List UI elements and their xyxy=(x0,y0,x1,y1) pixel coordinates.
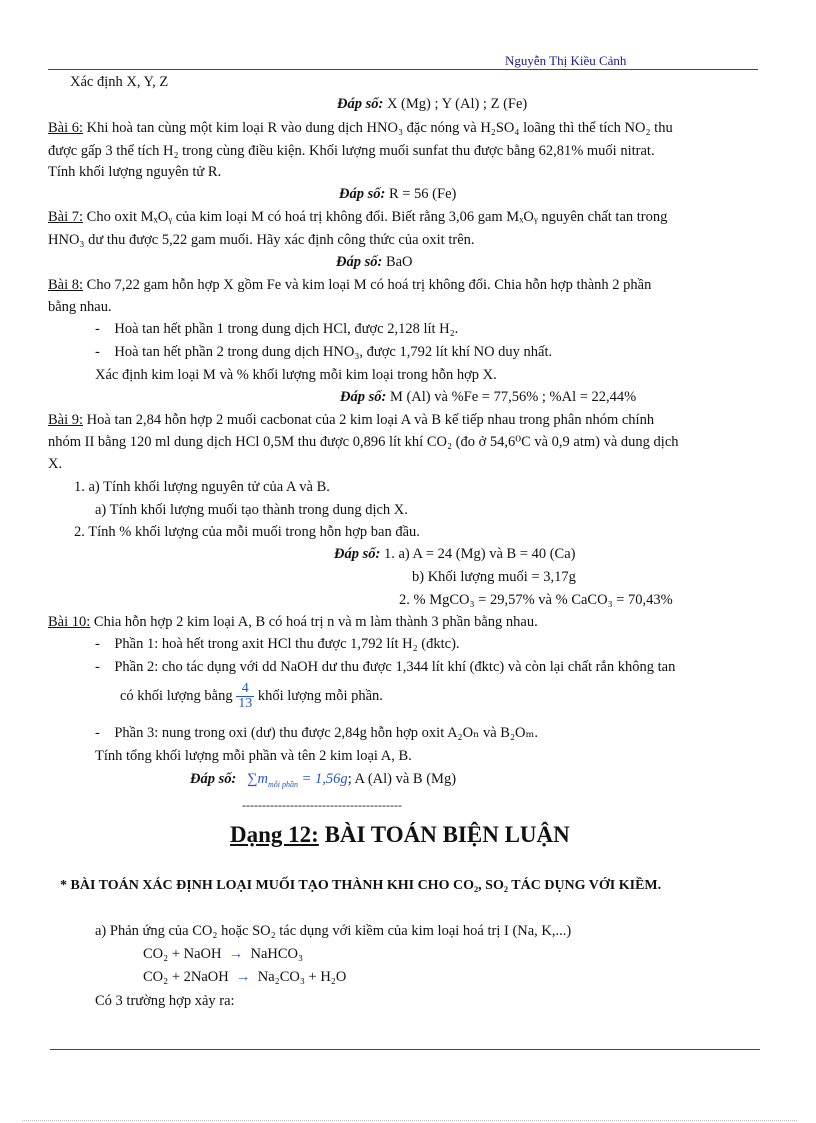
answer-label: Đáp số: xyxy=(339,186,386,202)
bai10-dash1: - Phần 1: hoà hết trong axit HCl thu được 1,792 lít H₂ (đktc). xyxy=(95,636,460,652)
bai6-answer xyxy=(339,186,456,203)
bai7-line1 xyxy=(48,209,667,226)
fraction-4-13 xyxy=(236,682,254,711)
bai8-dash2-text: Hoà tan hết phần 2 trong dung dịch HNO₃, được 1,792 lít khí NO duy nhất. xyxy=(114,344,553,360)
partA-line2: Có 3 trường hợp xảy ra: xyxy=(95,993,235,1009)
sum-value: = 1,56g xyxy=(298,771,348,787)
bai6-line2: được gấp 3 thể tích H₂ trong cùng điều kiện. Khối lượng muối sunfat thu được bằng 62,81% muối nitrat. xyxy=(48,143,655,159)
reaction-1 xyxy=(143,946,303,963)
answer-label: Đáp số: xyxy=(336,254,383,270)
section-title xyxy=(230,822,570,848)
bai7-text: Cho oxit MₓOᵧ của kim loại M có hoá trị không đổi. Biết rằng 3,06 gam MₓOᵧ nguyên chất tan trong xyxy=(83,209,668,225)
page-break-dots xyxy=(22,1120,797,1121)
intro-line: Xác định X, Y, Z xyxy=(70,74,169,90)
header-author: Nguyễn Thị Kiều Cảnh xyxy=(505,53,627,68)
intro-answer xyxy=(337,96,527,113)
answer-label: Đáp số: xyxy=(334,546,381,562)
answer-text: 1. a) A = 24 (Mg) và B = 40 (Ca) xyxy=(380,546,576,562)
bai6-line1 xyxy=(48,120,673,137)
answer-text: BaO xyxy=(382,254,413,270)
bai10-dash2: - Phần 2: cho tác dụng với dd NaOH dư thu được 1,344 lít khí (đktc) và còn lại chất rắn không tan xyxy=(95,659,676,675)
bai7-line2: HNO₃ dư thu được 5,22 gam muối. Hãy xác định công thức của oxit trên. xyxy=(48,232,475,248)
sum-subscript: mỗi phần xyxy=(268,779,299,789)
bai6-line3: Tính khối lượng nguyên tử R. xyxy=(48,164,222,180)
bai10-dash3-text: Phần 3: nung trong oxi (dư) thu được 2,84g hỗn hợp oxit A₂Oₙ và B₂Oₘ. xyxy=(114,725,538,741)
bai10-label: Bài 10: xyxy=(48,614,91,630)
answer-label: Đáp số: xyxy=(337,96,384,112)
bai8-line3: Xác định kim loại M và % khối lượng mỗi kim loại trong hỗn hợp X. xyxy=(95,367,497,383)
bai10-dash2-text: Phần 2: cho tác dụng với dd NaOH dư thu được 1,344 lít khí (đktc) và còn lại chất rắn không tan xyxy=(114,659,676,675)
subsection-heading: * BÀI TOÁN XÁC ĐỊNH LOẠI MUỐI TẠO THÀNH KHI CHO CO₂, SO₂ TÁC DỤNG VỚI KIỀM. xyxy=(60,878,662,893)
header-divider xyxy=(48,69,758,70)
section-heading-text: BÀI TOÁN BIỆN LUẬN xyxy=(318,822,570,847)
bai10-dash1-text: Phần 1: hoà hết trong axit HCl thu được 1,792 lít H₂ (đktc). xyxy=(114,636,460,652)
bai6-text: Khi hoà tan cùng một kim loại R vào dung dịch HNO₃ đặc nóng và H₂SO₄ loãng thì thể tích NO₂ thu xyxy=(83,120,673,136)
bai7-label: Bài 7: xyxy=(48,209,84,225)
bai10-line1 xyxy=(48,614,538,631)
answer-text: M (Al) và %Fe = 77,56% ; %Al = 22,44% xyxy=(386,389,637,405)
arrow-icon: → xyxy=(228,946,244,962)
bai9-line2: nhóm II bằng 120 ml dung dịch HCl 0,5M thu được 0,896 lít khí CO₂ (đo ở 54,6⁰C và 0,9 atm) và dung dịch xyxy=(48,434,679,450)
answer-label: Đáp số: xyxy=(340,389,387,405)
separator: ---------------------------------------- xyxy=(242,798,402,812)
bai10-answer xyxy=(190,771,456,789)
bai10-line2: Tính tổng khối lượng mỗi phần và tên 2 kim loại A, B. xyxy=(95,748,412,764)
bai8-answer xyxy=(340,389,636,406)
bai8-line2: bằng nhau. xyxy=(48,299,112,315)
sum-formula xyxy=(247,771,347,787)
bai8-dash1: - Hoà tan hết phần 1 trong dung dịch HCl, được 2,128 lít H₂. xyxy=(95,321,459,337)
bai8-dash1-text: Hoà tan hết phần 1 trong dung dịch HCl, được 2,128 lít H₂. xyxy=(114,321,459,337)
sum-symbol: ∑m xyxy=(247,771,269,787)
partA-line1: a) Phản ứng của CO₂ hoặc SO₂ tác dụng với kiềm của kim loại hoá trị I (Na, K,...) xyxy=(95,923,572,939)
bai10-dash2c: khối lượng mỗi phần. xyxy=(254,687,383,704)
bai7-answer xyxy=(336,254,413,271)
bai8-dash2: - Hoà tan hết phần 2 trong dung dịch HNO₃, được 1,792 lít khí NO duy nhất. xyxy=(95,344,553,360)
bai10-dash3: - Phần 3: nung trong oxi (dư) thu được 2,84g hỗn hợp oxit A₂Oₙ và B₂Oₘ. xyxy=(95,725,538,741)
bai9-q1: 1. a) Tính khối lượng nguyên tử của A và B. xyxy=(74,479,330,495)
bai9-answer3: 2. % MgCO₃ = 29,57% và % CaCO₃ = 70,43% xyxy=(399,592,673,608)
reaction-2 xyxy=(143,969,346,986)
bai9-line1 xyxy=(48,412,654,429)
bai8-line1 xyxy=(48,277,651,294)
bai8-text: Cho 7,22 gam hỗn hợp X gồm Fe và kim loại M có hoá trị không đổi. Chia hỗn hợp thành 2 phần xyxy=(83,277,652,293)
reaction-2-products: Na₂CO₃ + H₂O xyxy=(257,969,347,985)
bai9-answer1 xyxy=(334,546,576,563)
bai9-answer2: b) Khối lượng muối = 3,17g xyxy=(412,569,576,585)
answer-text: ; A (Al) và B (Mg) xyxy=(347,771,457,787)
fraction-numerator: 4 xyxy=(236,682,254,697)
bai10-dash2b: có khối lượng bằng xyxy=(120,687,233,704)
arrow-icon: → xyxy=(235,969,251,985)
answer-text: R = 56 (Fe) xyxy=(385,186,457,202)
section-label: Dạng 12: xyxy=(230,822,319,847)
answer-label: Đáp số: xyxy=(190,771,237,787)
bai9-q1a: a) Tính khối lượng muối tạo thành trong dung dịch X. xyxy=(95,502,408,518)
bai10-text: Chia hỗn hợp 2 kim loại A, B có hoá trị n và m làm thành 3 phần bằng nhau. xyxy=(90,614,538,630)
bai10-dash2-cont xyxy=(120,682,383,711)
bai8-label: Bài 8: xyxy=(48,277,84,293)
bai9-line3: X. xyxy=(48,456,63,472)
reaction-1-products: NaHCO₃ xyxy=(250,946,304,962)
reaction-2-reactants: CO₂ + 2NaOH xyxy=(143,969,229,985)
bai9-q2: 2. Tính % khối lượng của mỗi muối trong hỗn hợp ban đầu. xyxy=(74,524,420,540)
fraction-denominator: 13 xyxy=(238,696,253,711)
footer-divider xyxy=(50,1049,760,1050)
reaction-1-reactants: CO₂ + NaOH xyxy=(143,946,222,962)
answer-text: X (Mg) ; Y (Al) ; Z (Fe) xyxy=(383,96,528,112)
bai6-label: Bài 6: xyxy=(48,120,84,136)
bai9-label: Bài 9: xyxy=(48,412,84,428)
bai9-text: Hoà tan 2,84 hỗn hợp 2 muối cacbonat của 2 kim loại A và B kế tiếp nhau trong phân nhóm chính xyxy=(83,412,655,428)
